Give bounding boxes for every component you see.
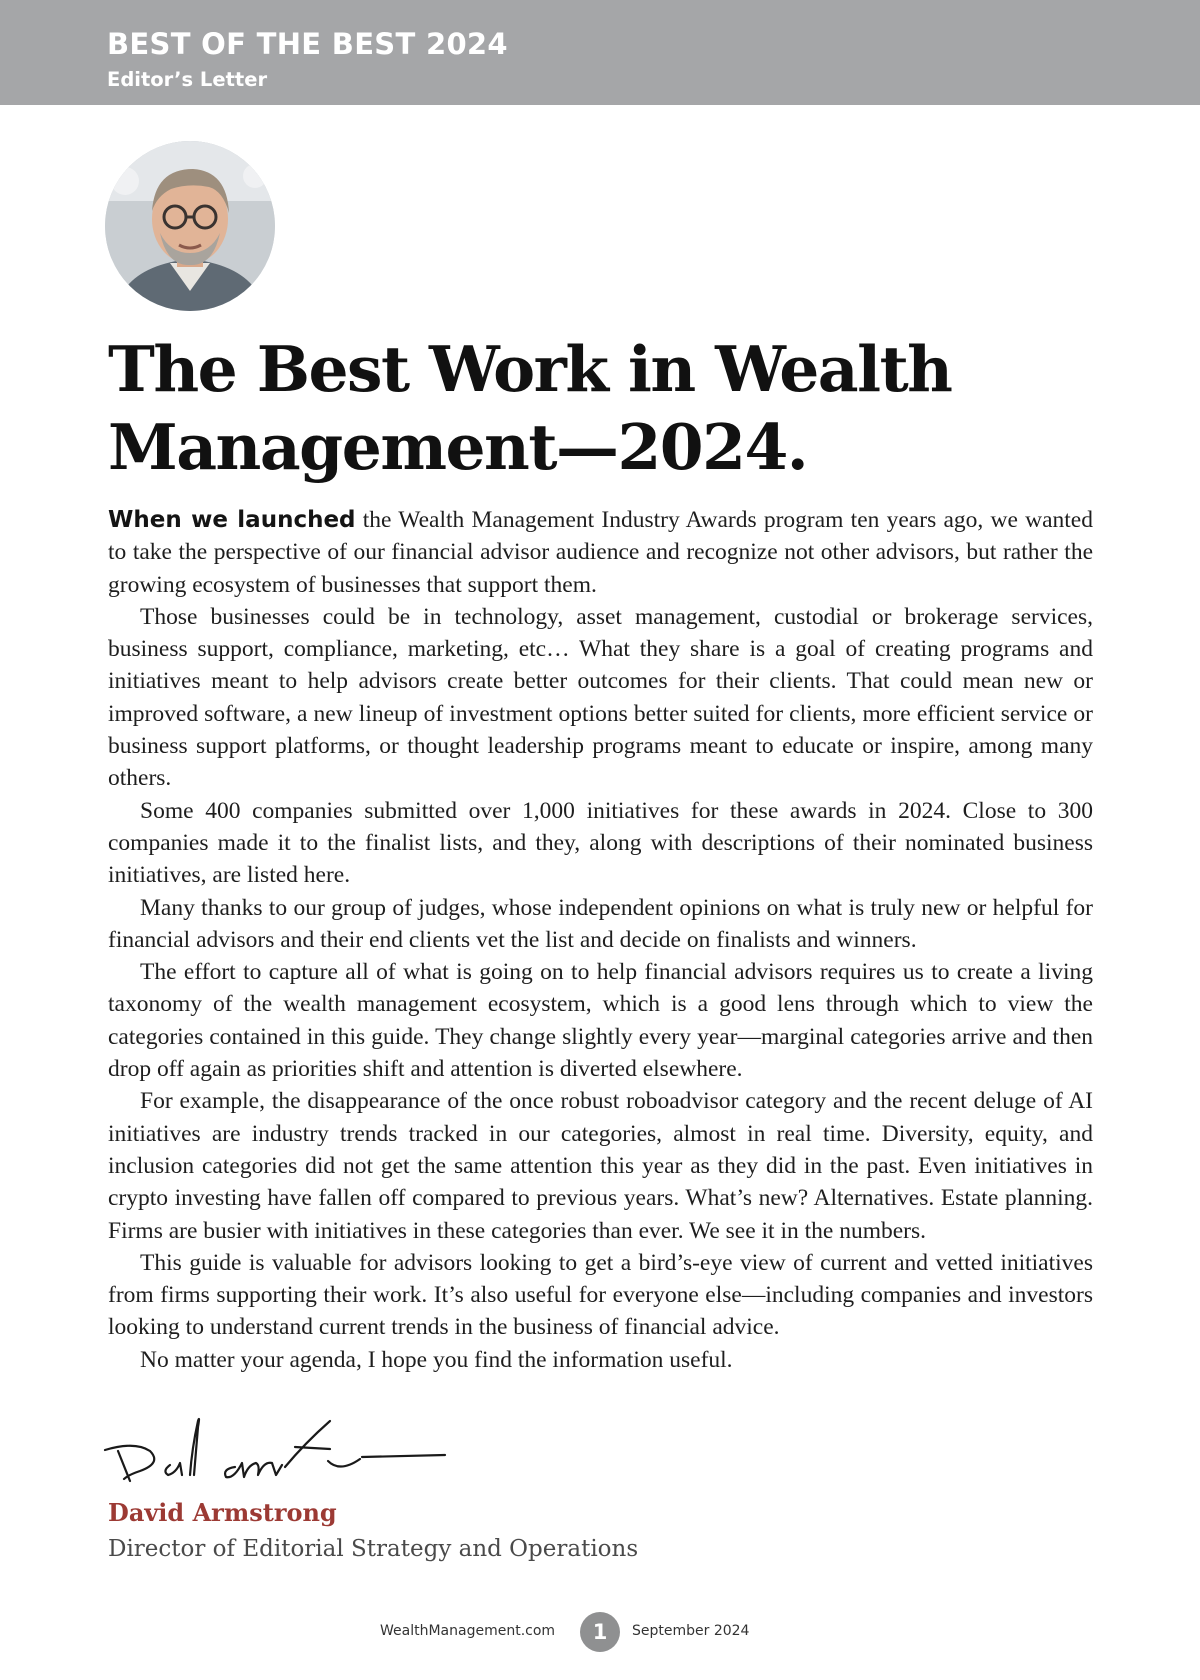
page-number-badge: 1 xyxy=(580,1612,620,1652)
header-title: BEST OF THE BEST 2024 xyxy=(107,27,508,61)
paragraph: Many thanks to our group of judges, whose independent opinions on what is truly new or helpful for financial advisors and their end clients vet the list and decide on finalists and winners. xyxy=(108,894,1093,953)
author-portrait xyxy=(105,141,275,311)
author-name: David Armstrong xyxy=(108,1498,337,1527)
paragraph: Some 400 companies submitted over 1,000 initiatives for these awards in 2024. Close to 300 companies made it to the finalist lists, and they, along with descriptions of their nominated business initiatives, are listed here. xyxy=(108,797,1093,889)
paragraph: The effort to capture all of what is going on to help financial advisors requires us to create a living taxonomy of the wealth management ecosystem, which is a good lens through which to view the categories contained in this guide. They change slightly every year—marginal categories arrive and then drop off again as priorities shift and attention is diverted elsewhere. xyxy=(108,959,1093,1083)
paragraph xyxy=(108,504,1093,601)
paragraph: Those businesses could be in technology, asset management, custodial or brokerage services, business support, compliance, marketing, etc… What they share is a goal of creating programs and initiatives meant to help advisors create better outcomes for their clients. That could mean new or improved software, a new lineup of investment options better suited for clients, more efficient service or business support platforms, or thought leadership programs meant to educate or inspire, among many others. xyxy=(108,603,1093,792)
headline: The Best Work in Wealth Management—2024. xyxy=(108,332,952,484)
handwritten-signature xyxy=(100,1413,460,1493)
footer-site-link[interactable]: WealthManagement.com xyxy=(380,1623,556,1639)
paragraph: For example, the disappearance of the once robust roboadvisor category and the recent deluge of AI initiatives are industry trends tracked in our categories, almost in real time. Diversity, equity, and inclusion categories did not get the same attention this year as they did in the past. Even initiatives in crypto investing have fallen off compared to previous years. What’s new? Alternatives. Estate planning. Firms are busier with initiatives in these categories than ever. We see it in the numbers. xyxy=(108,1088,1093,1244)
article-body xyxy=(108,504,1093,1376)
lead-in: When we launched xyxy=(108,507,356,533)
header-section-label: Editor’s Letter xyxy=(107,68,268,91)
footer-date: September 2024 xyxy=(632,1623,750,1639)
paragraph: No matter your agenda, I hope you find the information useful. xyxy=(140,1346,733,1373)
header-band xyxy=(0,0,1200,105)
author-title: Director of Editorial Strategy and Operations xyxy=(108,1536,639,1562)
paragraph-text: the Wealth Management Industry Awards program ten years ago, we wanted to take the perspective of our financial advisor audience and recognize not other advisors, but rather the growing ecosystem of businesses that support them. xyxy=(108,507,1093,598)
paragraph: This guide is valuable for advisors looking to get a bird’s-eye view of current and vetted initiatives from firms supporting their work. It’s also useful for everyone else—including companies and investors looking to understand current trends in the business of financial advice. xyxy=(108,1249,1093,1341)
